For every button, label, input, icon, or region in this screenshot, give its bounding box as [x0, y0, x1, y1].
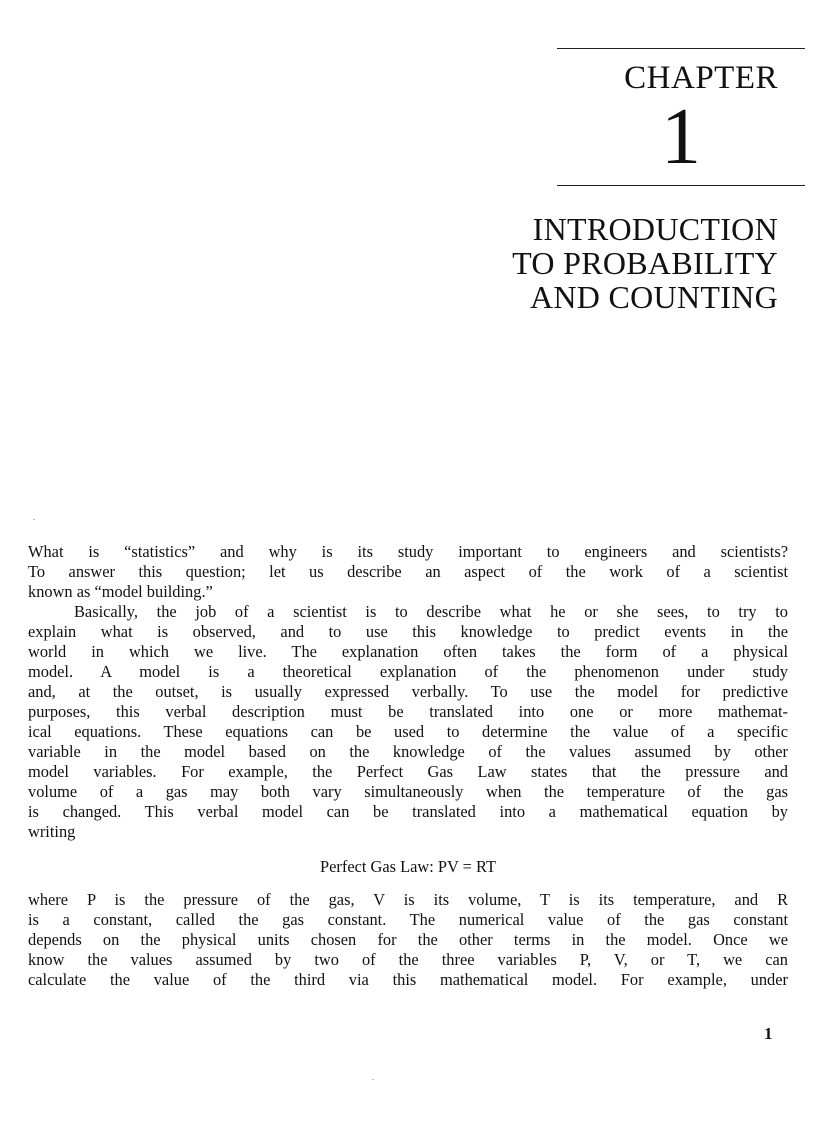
- text-line: variable in the model based on the knowledge of the values assumed by other: [28, 742, 788, 761]
- chapter-top-rule: [557, 48, 805, 49]
- page-number: 1: [764, 1024, 773, 1043]
- chapter-title-line: TO PROBABILITY: [512, 245, 778, 281]
- text-line: is a constant, called the gas constant. The numerical value of the gas constant: [28, 910, 788, 929]
- text-line: and, at the outset, is usually expressed verbally. To use the model for predictive: [28, 682, 788, 701]
- body-text-top: [28, 542, 788, 842]
- chapter-number: 1: [661, 93, 701, 181]
- text-line: explain what is observed, and to use this knowledge to predict events in the: [28, 622, 788, 641]
- text-line: model variables. For example, the Perfect Gas Law states that the pressure and: [28, 762, 788, 781]
- chapter-label: CHAPTER: [624, 60, 778, 96]
- text-line: is changed. This verbal model can be translated into a mathematical equation by: [28, 802, 788, 821]
- chapter-bottom-rule: [557, 185, 805, 186]
- text-line: calculate the value of the third via this mathematical model. For example, under: [28, 970, 788, 989]
- text-line: depends on the physical units chosen for the other terms in the model. Once we: [28, 930, 788, 949]
- text-line: To answer this question; let us describe an aspect of the work of a scientist: [28, 562, 788, 581]
- body-text-bottom: [28, 890, 788, 990]
- text-line: What is “statistics” and why is its study important to engineers and scientists?: [28, 542, 788, 561]
- text-line: model. A model is a theoretical explanation of the phenomenon under study: [28, 662, 788, 681]
- text-line: known as “model building.”: [28, 582, 213, 601]
- text-line: ical equations. These equations can be used to determine the value of a specific: [28, 722, 788, 741]
- scan-speck: [372, 1079, 374, 1080]
- text-line: world in which we live. The explanation often takes the form of a physical: [28, 642, 788, 661]
- chapter-title: [378, 212, 778, 314]
- chapter-title-line: AND COUNTING: [529, 279, 778, 315]
- text-line: Basically, the job of a scientist is to describe what he or she sees, to try to: [74, 602, 788, 621]
- text-line: purposes, this verbal description must be translated into one or more mathemat-: [28, 702, 788, 721]
- text-line: know the values assumed by two of the three variables P, V, or T, we can: [28, 950, 788, 969]
- scan-speck: [33, 519, 35, 520]
- text-line: writing: [28, 822, 76, 841]
- perfect-gas-law-equation: Perfect Gas Law: PV = RT: [320, 857, 496, 876]
- chapter-title-line: INTRODUCTION: [532, 211, 778, 247]
- text-line: volume of a gas may both vary simultaneously when the temperature of the gas: [28, 782, 788, 801]
- text-line: where P is the pressure of the gas, V is its volume, T is its temperature, and R: [28, 890, 788, 909]
